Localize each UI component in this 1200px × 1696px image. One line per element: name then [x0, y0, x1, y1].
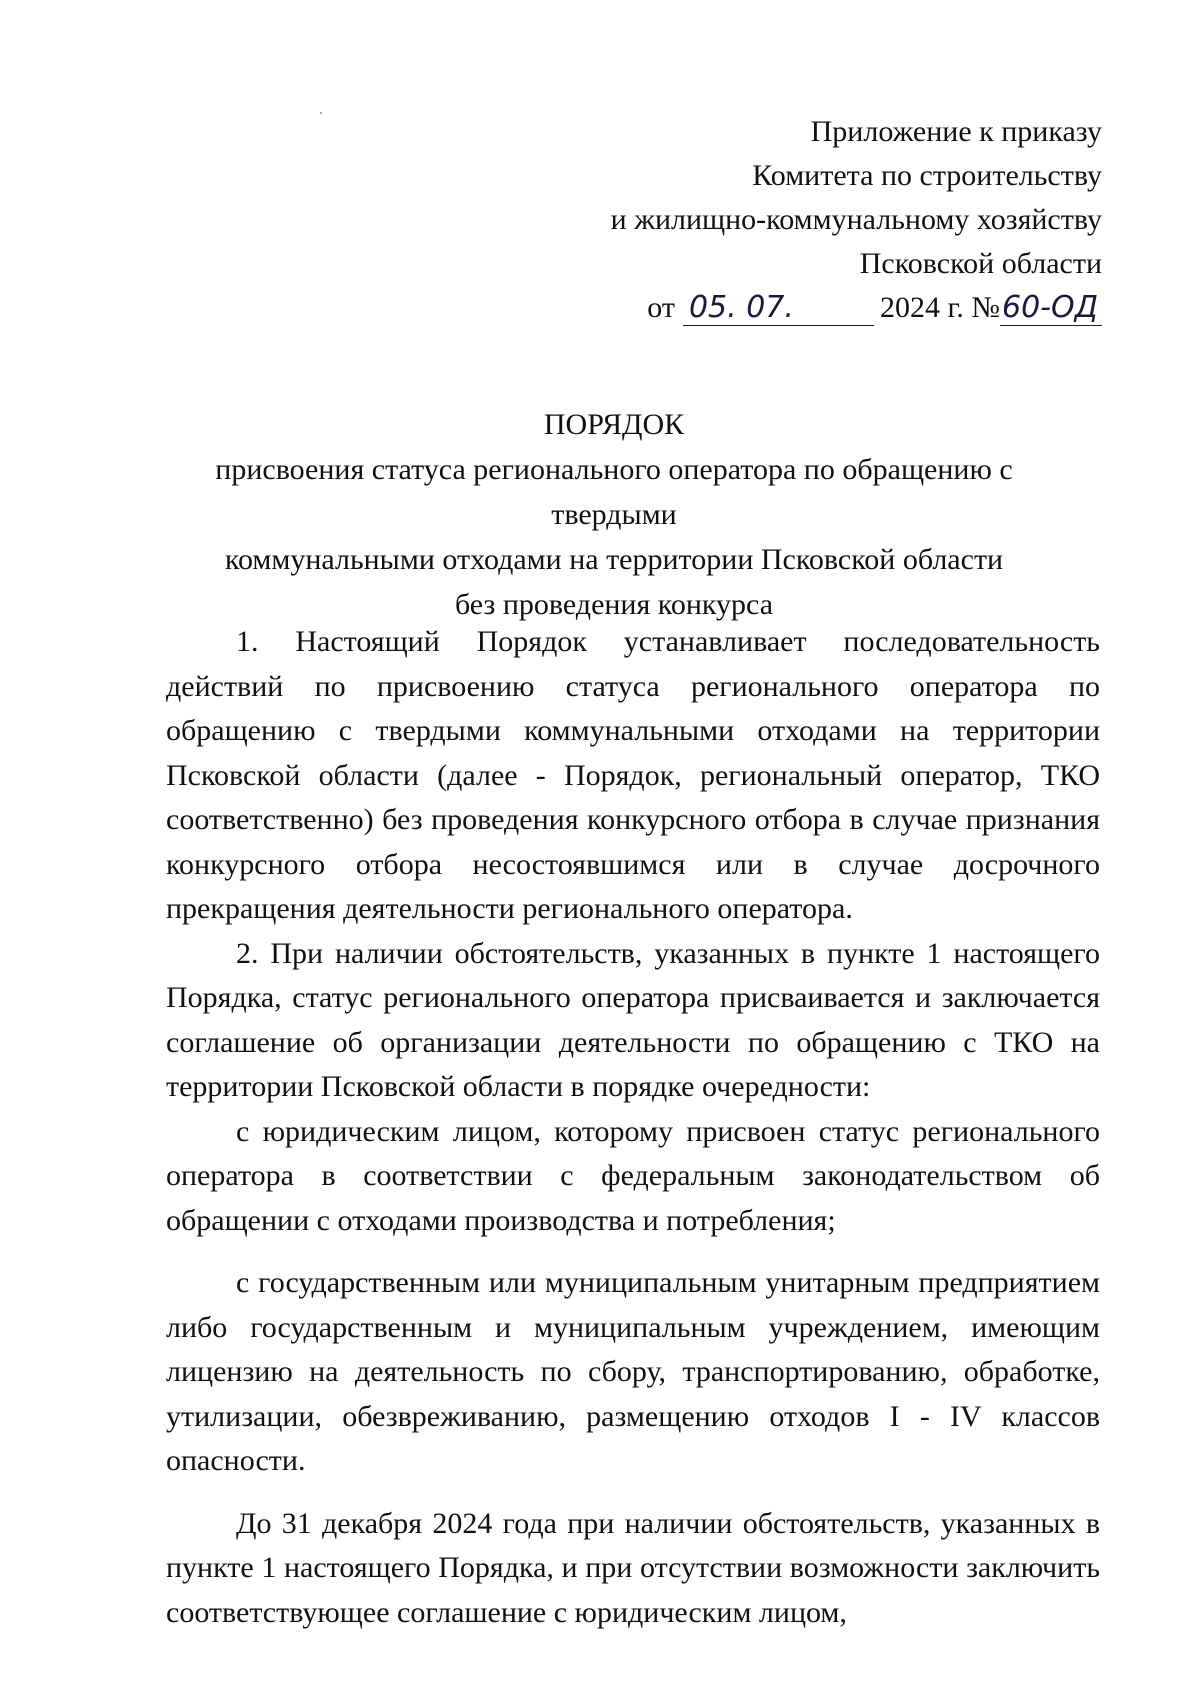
appendix-header [611, 110, 1102, 330]
paragraph-4: с государственным или муниципальным унитарным предприятием либо государственным и муниципальным учреждением, имеющим лицензию на деятельность по сбору, транспортированию, обработке, утилизации, обезвреживанию, размещению отходов I - IV классов опасности. [166, 1266, 1100, 1477]
header-line-4: Псковской области [859, 247, 1102, 280]
paragraph-5: До 31 декабря 2024 года при наличии обстоятельств, указанных в пункте 1 настоящего Порядка, и при отсутствии возможности заключить соответствующее соглашение с юридическим лицом, [166, 1506, 1100, 1629]
date-prefix: от [647, 291, 675, 324]
title-line-1: присвоения статуса регионального оператора по обращению с твердыми [215, 453, 1013, 531]
handwritten-date: 05. 07. [683, 291, 874, 326]
title-heading: ПОРЯДОК [543, 408, 685, 441]
header-line-3: и жилищно-коммунальному хозяйству [610, 203, 1102, 236]
paragraph-2: 2. При наличии обстоятельств, указанных в пункте 1 настоящего Порядка, статус регионального оператора присваивается и заключается соглашение об организации деятельности по обращению с ТКО на территории Псковской области в порядке очередности: [166, 936, 1100, 1103]
scan-speck [320, 112, 322, 114]
year-text: 2024 г. № [879, 291, 1000, 324]
header-line-1: Приложение к приказу [810, 115, 1102, 148]
header-line-2: Комитета по строительству [752, 159, 1102, 192]
title-line-2: коммунальными отходами на территории Псковской области [224, 543, 1004, 576]
handwritten-order-number: 60-ОД [1000, 291, 1102, 326]
paragraph-3: с юридическим лицом, которому присвоен статус регионального оператора в соответствии с федеральным законодательством об обращении с отходами производства и потребления; [166, 1114, 1100, 1237]
title-line-3: без проведения конкурса [454, 588, 774, 621]
order-date-line [611, 286, 1102, 330]
document-title [150, 402, 1078, 627]
paragraph-1: 1. Настоящий Порядок устанавливает последовательность действий по присвоению статуса регионального оператора по обращению с твердыми коммунальными отходами на территории Псковской области (далее - Порядок, региональный оператор, ТКО соответственно) без проведения конкурсного отбора в случае признания конкурсного отбора несостоявшимся или в случае досрочного прекращения деятельности регионального оператора. [166, 625, 1100, 925]
document-body [166, 620, 1100, 1635]
